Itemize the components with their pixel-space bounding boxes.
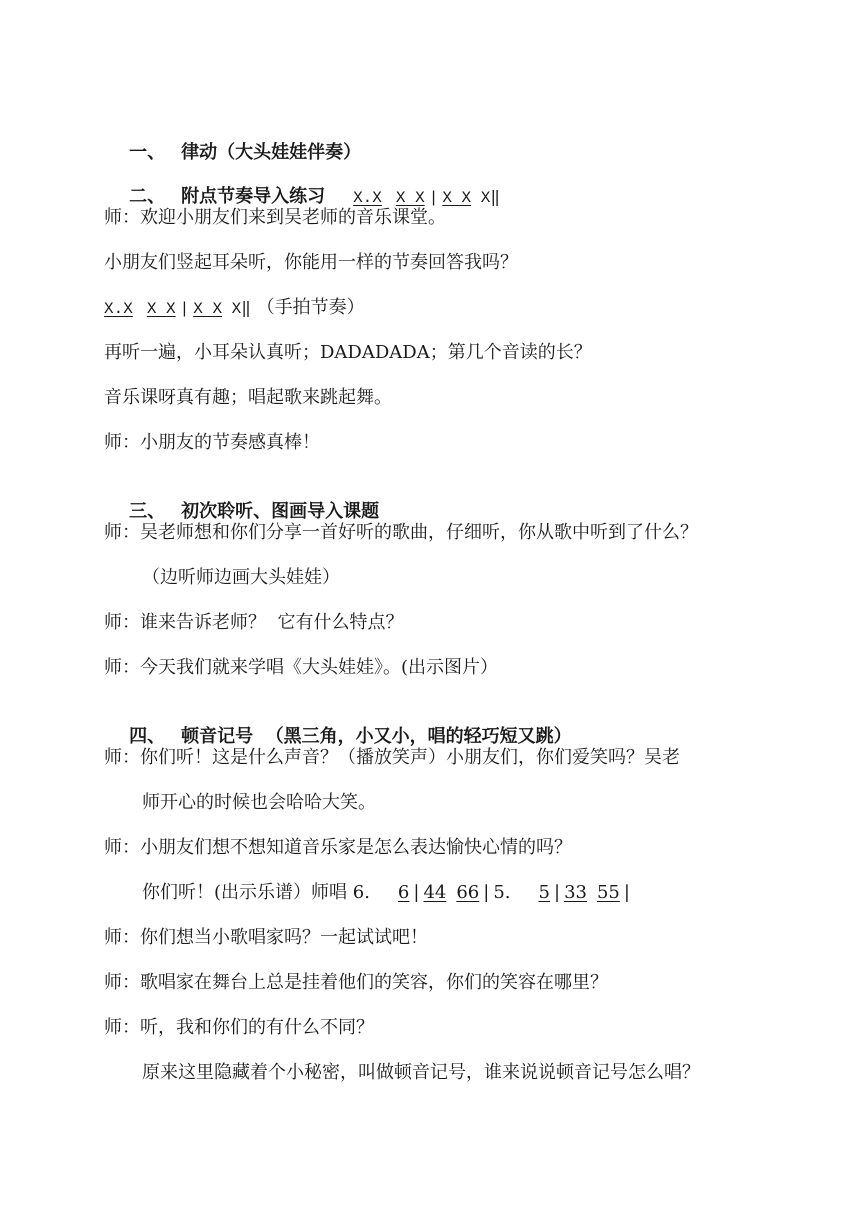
section-3-number: 三、 [129,501,166,522]
rhythm-dotted-pair: X.X [353,189,382,207]
sing-notes-intro: 你们听！(出示乐谱）师唱 6. [142,882,370,903]
line-welcome: 师：欢迎小朋友们来到吴老师的音乐课堂。 [104,207,446,228]
clap-rhythm-3: X X [193,300,223,318]
line-who-tells: 师：谁来告诉老师？ 它有什么特点？ [104,612,404,633]
line-sing-notes: 你们听！(出示乐谱）师唱 6. 6 | 44 66 | 5. 5 | 33 55 | [142,882,630,903]
section-4-number: 四、 [129,726,166,747]
line-today-learn: 师：今天我们就来学唱《大头娃娃》。(出示图片） [104,657,499,678]
note-5-dotted: 5. [493,882,511,903]
clap-rhythm-1: X.X [104,300,133,318]
line-listen-again: 再听一遍，小耳朵认真听；DADADADA；第几个音读的长？ [104,342,592,363]
line-music-fun: 音乐课呀真有趣；唱起歌来跳起舞。 [104,387,392,408]
note-6: 6 [397,882,410,903]
line-praise: 师：小朋友的节奏感真棒！ [104,432,320,453]
line-share-song: 师：吴老师想和你们分享一首好听的歌曲，仔细听，你从歌中听到了什么？ [104,522,698,543]
line-try-sing: 师：你们想当小歌唱家吗？一起试试吧！ [104,927,428,948]
line-laugh-sound: 师：你们听！这是什么声音？（播放笑声）小朋友们，你们爱笑吗？吴老 [104,747,680,768]
line-smile-where: 师：歌唱家在舞台上总是挂着他们的笑容，你们的笑容在哪里？ [104,972,608,993]
line-ask-rhythm: 小朋友们竖起耳朵听，你能用一样的节奏回答我吗？ [104,252,518,273]
clap-rhythm-2: X X [146,300,176,318]
section-1-title: 律动（大头娃娃伴奏） [181,142,362,163]
clap-note: （手拍节奏） [256,297,365,318]
line-musician-express: 师：小朋友们想不想知道音乐家是怎么表达愉快心情的吗？ [104,837,572,858]
section-3-title: 初次聆听、图画导入课题 [181,501,380,522]
note-66: 66 [456,882,480,903]
line-what-different: 师：听，我和你们的有什么不同？ [104,1017,374,1038]
rhythm-eighth-pair: X X [395,189,425,207]
line-rhythm-clap: X.X X X | X X X‖ （手拍节奏） [104,297,365,318]
section-1-number: 一、 [129,142,166,163]
clap-rhythm-4: X‖ [231,300,251,318]
rhythm-eighth-pair-2: X X [442,189,472,207]
rhythm-end: X‖ [480,189,500,207]
section-2-number: 二、 [129,186,166,207]
note-44: 44 [423,882,447,903]
note-33: 33 [564,882,587,903]
line-laugh-continue: 师开心的时候也会哈哈大笑。 [142,792,376,813]
line-draw-note: （边听师边画大头娃娃） [142,567,340,588]
section-4-title: 顿音记号 （黑三角，小又小，唱的轻巧短又跳） [181,726,572,747]
note-55: 55 [596,882,620,903]
line-staccato-secret: 原来这里隐藏着个小秘密，叫做顿音记号，谁来说说顿音记号怎么唱？ [142,1062,700,1083]
note-5: 5 [538,882,550,903]
section-2-rhythm: X.X X X | X X X‖ [353,189,500,207]
section-2-title: 附点节奏导入练习 [181,186,326,207]
